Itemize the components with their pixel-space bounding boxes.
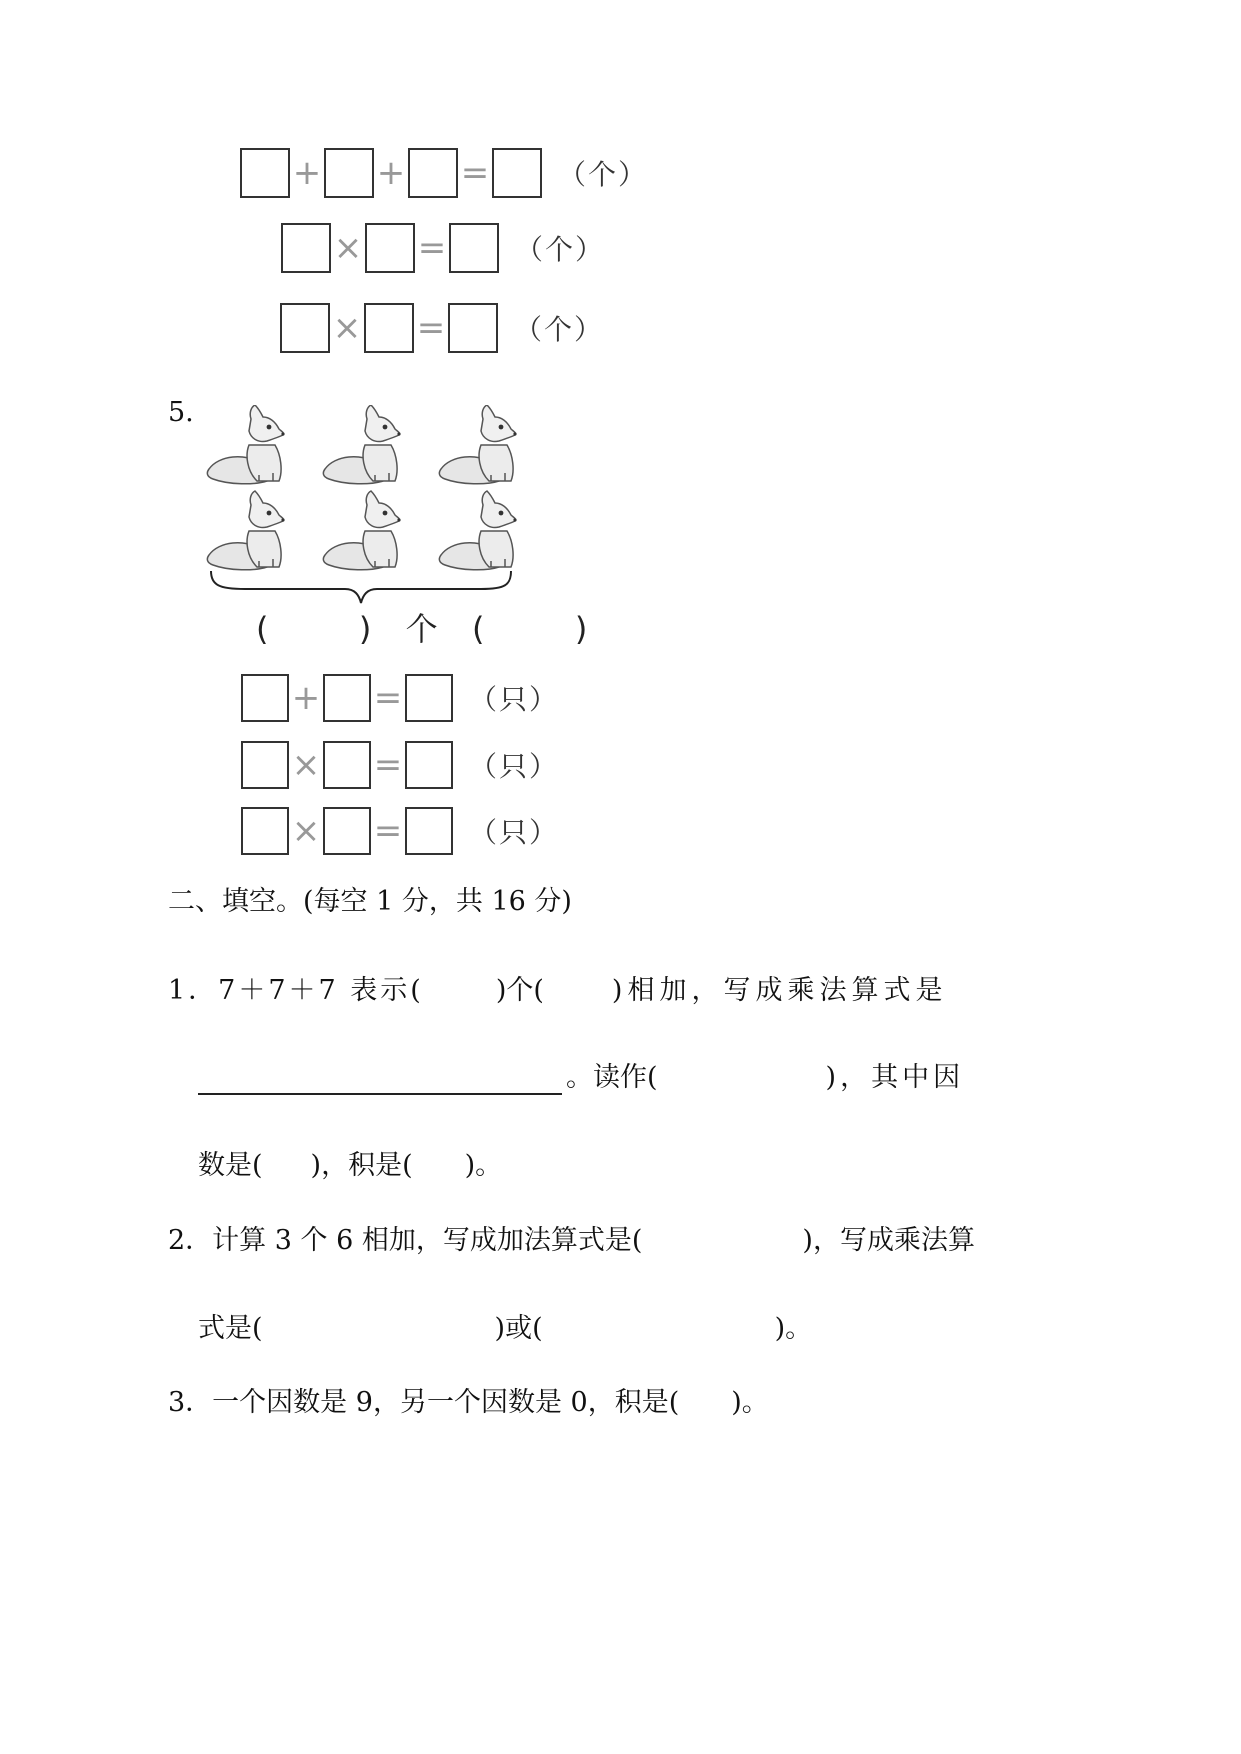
fox-icon (323, 491, 400, 570)
answer-box[interactable] (405, 741, 453, 789)
q1-text-g: )，积是( (310, 1150, 413, 1181)
plus-sign: + (291, 678, 321, 718)
times-sign: × (332, 308, 362, 348)
answer-box[interactable] (323, 807, 371, 855)
equals-sign: = (460, 153, 490, 193)
fox-icon (207, 491, 284, 570)
q3-text-a: 3．一个因数是 9，另一个因数是 0，积是( (168, 1387, 680, 1418)
unit-label: （只） (469, 750, 560, 783)
part2-heading: 二、填空。(每空 1 分，共 16 分) (168, 886, 572, 917)
unit-label: （个） (515, 233, 606, 266)
brace-unit: 个 (405, 610, 438, 648)
answer-box[interactable] (449, 223, 499, 273)
question-number-5: 5. (168, 397, 194, 428)
answer-underline[interactable] (198, 1093, 562, 1095)
q3-text-b: )。 (731, 1387, 769, 1418)
brace-paren-open: ( (256, 610, 269, 648)
fox-icon (323, 405, 400, 484)
unit-label: （个） (514, 313, 605, 346)
equals-sign: = (373, 811, 403, 851)
eq-row-4-3 (280, 300, 604, 356)
plus-sign: + (292, 153, 322, 193)
answer-box[interactable] (241, 741, 289, 789)
q1-line1 (168, 975, 948, 1007)
answer-box[interactable] (365, 223, 415, 273)
eq-row-5-3 (241, 803, 559, 859)
q1-line2 (566, 1062, 964, 1094)
times-sign: × (333, 228, 363, 268)
q3-line1 (168, 1387, 769, 1419)
brace-paren-open: ( (472, 610, 485, 648)
answer-box[interactable] (240, 148, 290, 198)
equals-sign: = (416, 308, 446, 348)
unit-label: （个） (558, 158, 649, 191)
answer-box[interactable] (323, 741, 371, 789)
eq-row-4-2 (281, 220, 605, 276)
q2-text-e: )。 (774, 1313, 813, 1344)
q2-text-c: 式是( (198, 1313, 263, 1344)
q1-text-f: 数是( (198, 1150, 263, 1181)
answer-box[interactable] (448, 303, 498, 353)
brace (211, 571, 511, 603)
q1-text-e: )，其中因 (825, 1062, 965, 1093)
answer-box[interactable] (281, 223, 331, 273)
answer-box[interactable] (241, 807, 289, 855)
plus-sign: + (376, 153, 406, 193)
brace-paren-close: ) (358, 610, 372, 648)
q1-text-b: )个( (495, 975, 544, 1006)
q1-text-h: )。 (464, 1150, 503, 1181)
equals-sign: = (417, 228, 447, 268)
q2-text-a: 2．计算 3 个 6 相加，写成加法算式是( (168, 1225, 643, 1256)
q1-line3 (198, 1150, 502, 1182)
q1-text-d: 。读作( (566, 1062, 658, 1093)
unit-label: （只） (469, 683, 560, 716)
answer-box[interactable] (405, 674, 453, 722)
fox-icon (439, 491, 516, 570)
eq-row-4-1 (240, 145, 648, 201)
answer-box[interactable] (364, 303, 414, 353)
answer-box[interactable] (323, 674, 371, 722)
q1-text-a: 1．7＋7＋7 表示( (168, 975, 424, 1006)
times-sign: × (291, 745, 321, 785)
answer-box[interactable] (324, 148, 374, 198)
q2-line1 (168, 1225, 975, 1257)
q2-text-d: )或( (494, 1313, 543, 1344)
answer-box[interactable] (241, 674, 289, 722)
answer-box[interactable] (408, 148, 458, 198)
times-sign: × (291, 811, 321, 851)
answer-box[interactable] (492, 148, 542, 198)
eq-row-5-2 (241, 737, 559, 793)
fox-icon (207, 405, 284, 484)
answer-box[interactable] (280, 303, 330, 353)
q1-text-c: )相加，写成乘法算式是 (611, 975, 948, 1006)
fox-icon (439, 405, 516, 484)
equals-sign: = (373, 745, 403, 785)
q2-line2 (198, 1313, 812, 1345)
brace-paren-close: ) (574, 610, 588, 648)
brace-label (256, 604, 587, 650)
equals-sign: = (373, 678, 403, 718)
answer-box[interactable] (405, 807, 453, 855)
q2-text-b: )，写成乘法算 (802, 1225, 975, 1256)
eq-row-5-1 (241, 670, 559, 726)
unit-label: （只） (469, 816, 560, 849)
